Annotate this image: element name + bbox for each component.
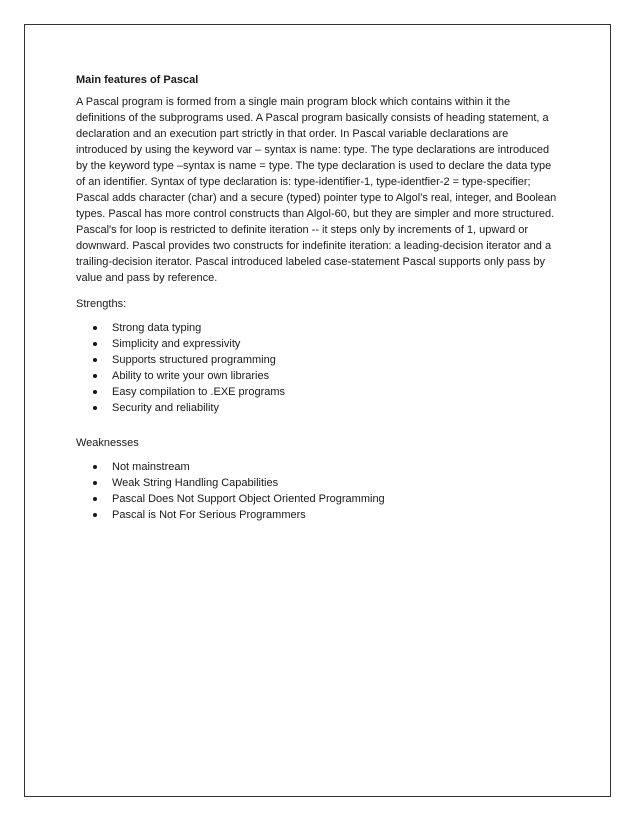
bullet-icon xyxy=(93,358,97,362)
list-item-text: Easy compilation to .EXE programs xyxy=(112,386,286,398)
weaknesses-list xyxy=(76,459,560,523)
list-item xyxy=(76,507,560,523)
list-item xyxy=(76,491,560,507)
list-item-text: Strong data typing xyxy=(112,322,202,334)
spacer xyxy=(76,416,560,435)
list-item xyxy=(76,475,560,491)
bullet-icon xyxy=(93,342,97,346)
list-item-text: Simplicity and expressivity xyxy=(112,338,241,350)
bullet-icon xyxy=(93,374,97,378)
list-item-text: Security and reliability xyxy=(112,402,219,414)
bullet-icon xyxy=(93,465,97,469)
list-item xyxy=(76,352,560,368)
section-heading: Main features of Pascal xyxy=(76,74,199,86)
list-item xyxy=(76,336,560,352)
list-item-text: Pascal is Not For Serious Programmers xyxy=(112,509,306,521)
strengths-list xyxy=(76,320,560,416)
list-item-text: Weak String Handling Capabilities xyxy=(112,477,279,489)
bullet-icon xyxy=(93,513,97,517)
list-item xyxy=(76,320,560,336)
list-item xyxy=(76,368,560,384)
document-body xyxy=(76,72,560,523)
bullet-icon xyxy=(93,326,97,330)
list-item xyxy=(76,400,560,416)
bullet-icon xyxy=(93,481,97,485)
list-item-text: Ability to write your own libraries xyxy=(112,370,270,382)
strengths-label: Strengths: xyxy=(76,298,127,310)
weaknesses-label: Weaknesses xyxy=(76,437,139,449)
bullet-icon xyxy=(93,390,97,394)
bullet-icon xyxy=(93,406,97,410)
list-item xyxy=(76,459,560,475)
list-item-text: Not mainstream xyxy=(112,461,190,473)
list-item-text: Pascal Does Not Support Object Oriented Programming xyxy=(112,493,385,505)
body-paragraph: A Pascal program is formed from a single main program block which contains within it the definitions of the subprograms used. A Pascal program basically consists of heading statement, a declaration and an execution part strictly in that order. In Pascal variable declarations are introduced by using the keyword var – syntax is name: type. The type declarations are introduced by the keyword type –syntax is name = type. The type declaration is used to declare the data type of an identifier. Syntax of type declaration is: type-identifier-1, type-identfier-2 = type-specifier; Pascal adds character (char) and a secure (typed) pointer type to Algol's real, integer, and Boolean types. Pascal has more control constructs than Algol-60, but they are simpler and more structured. Pascal's for loop is restricted to definite iteration -- it steps only by increments of 1, upward or downward. Pascal provides two constructs for indefinite iteration: a leading-decision iterator and a trailing-decision iterator. Pascal introduced labeled case-statement Pascal supports only pass by value and pass by reference. xyxy=(76,96,557,284)
list-item-text: Supports structured programming xyxy=(112,354,276,366)
bullet-icon xyxy=(93,497,97,501)
list-item xyxy=(76,384,560,400)
